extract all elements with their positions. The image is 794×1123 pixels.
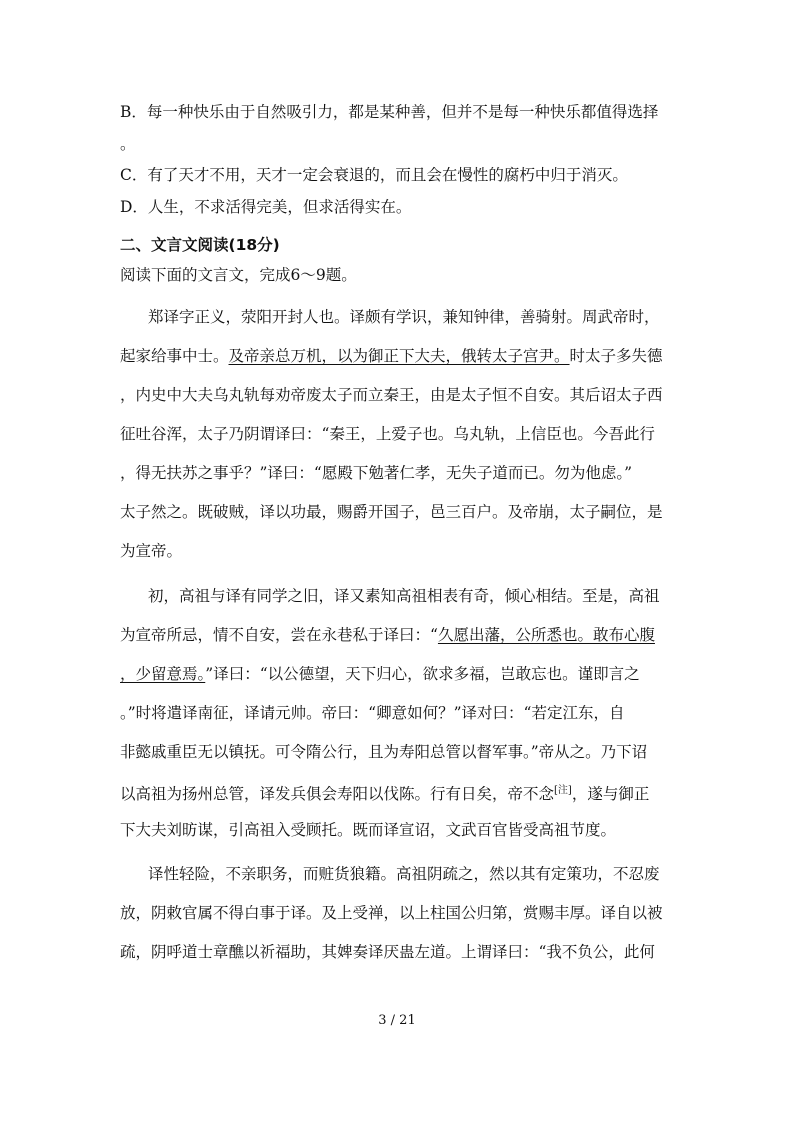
passage-p1-line-1: 郑译字正义，荥阳开封人也。译颇有学识，兼知钟律，善骑射。周武帝时， <box>148 308 660 326</box>
passage-p2-line-3 <box>120 663 680 685</box>
option-c: C．有了天才不用，天才一定会衰退的，而且会在慢性的腐朽中归于消灭。 <box>120 166 628 184</box>
section-heading: 二、文言文阅读(18分) <box>120 236 280 254</box>
footnote-marker: [注] <box>554 785 572 796</box>
passage-p3-line-3: 疏，阴呼道士章醮以祈福助，其婢奏译厌蛊左道。上谓译曰：“我不负公，此何 <box>120 943 655 961</box>
underlined-sentence-2-part-1: 久愿出藩，公所悉也。敢布心腹 <box>437 626 655 644</box>
passage-p2-line-4: 。”时将遣译南征，译请元帅。帝曰：“卿意如何？”译对曰：“若定江东，自 <box>120 704 625 722</box>
passage-p1-line-4: 征吐谷浑，太子乃阴谓译曰：“秦王，上爱子也。乌丸轨，上信臣也。今吾此行 <box>120 425 655 443</box>
option-d: D．人生，不求活得完美，但求活得实在。 <box>120 198 412 216</box>
section-instruction: 阅读下面的文言文，完成6～9题。 <box>120 266 357 284</box>
passage-p2-line-5: 非懿戚重臣无以镇抚。可令隋公行，且为寿阳总管以督军事。”帝从之。乃下诏 <box>120 743 648 761</box>
option-b-line-1: B．每一种快乐由于自然吸引力，都是某种善，但并不是每一种快乐都值得选择 <box>120 103 659 121</box>
passage-p2-line-6-b: ，遂与御正 <box>571 785 650 803</box>
passage-p1-line-7: 为宣帝。 <box>120 542 183 560</box>
passage-p1-line-5: ，得无扶苏之事乎？”译曰：“愿殿下勉著仁孝，无失子道而已。勿为他虑。” <box>120 464 633 482</box>
underlined-sentence-1: 及帝亲总万机，以为御正下大夫，俄转太子宫尹。 <box>228 347 570 365</box>
passage-p1-line-6: 太子然之。既破贼，译以功最，赐爵开国子，邑三百户。及帝崩，太子嗣位，是 <box>120 503 663 521</box>
passage-p3-line-1: 译性轻险，不亲职务，而赃货狼籍。高祖阴疏之，然以其有定策功，不忍废 <box>148 865 660 883</box>
passage-p1-line-3: ，内史中大夫乌丸轨每劝帝废太子而立秦王，由是太子恒不自安。其后诏太子西 <box>120 386 663 404</box>
passage-p3-line-2: 放，阴敕官属不得白事于译。及上受禅，以上柱国公归第，赏赐丰厚。译自以被 <box>120 904 663 922</box>
passage-p1-line-2 <box>120 345 680 367</box>
passage-p2-line-2 <box>120 624 680 646</box>
page-number: 3 / 21 <box>378 1013 416 1028</box>
passage-p1-line-2-b: 时太子多失德 <box>569 347 663 365</box>
passage-p2-line-2-a: 为宣帝所忌，情不自安，尝在永巷私于译曰：“ <box>120 626 438 644</box>
passage-p2-line-7: 下大夫刘昉谋，引高祖入受顾托。既而译宣诏，文武百官皆受高祖节度。 <box>120 821 617 839</box>
passage-p2-line-1: 初，高祖与译有同学之旧，译又素知高祖相表有奇，倾心相结。至是，高祖 <box>148 587 660 605</box>
option-b-line-2: 。 <box>120 135 136 153</box>
passage-p2-line-6-a: 以高祖为扬州总管，译发兵俱会寿阳以伐陈。行有日矣，帝不念 <box>120 785 555 803</box>
passage-p1-line-2-a: 起家给事中士。 <box>120 347 229 365</box>
underlined-sentence-2-part-2: ，少留意焉。 <box>120 665 206 683</box>
passage-p2-line-6 <box>120 780 680 805</box>
passage-p2-line-3-b: ”译曰：“以公德望，天下归心，欲求多福，岂敢忘也。谨即言之 <box>205 665 640 683</box>
